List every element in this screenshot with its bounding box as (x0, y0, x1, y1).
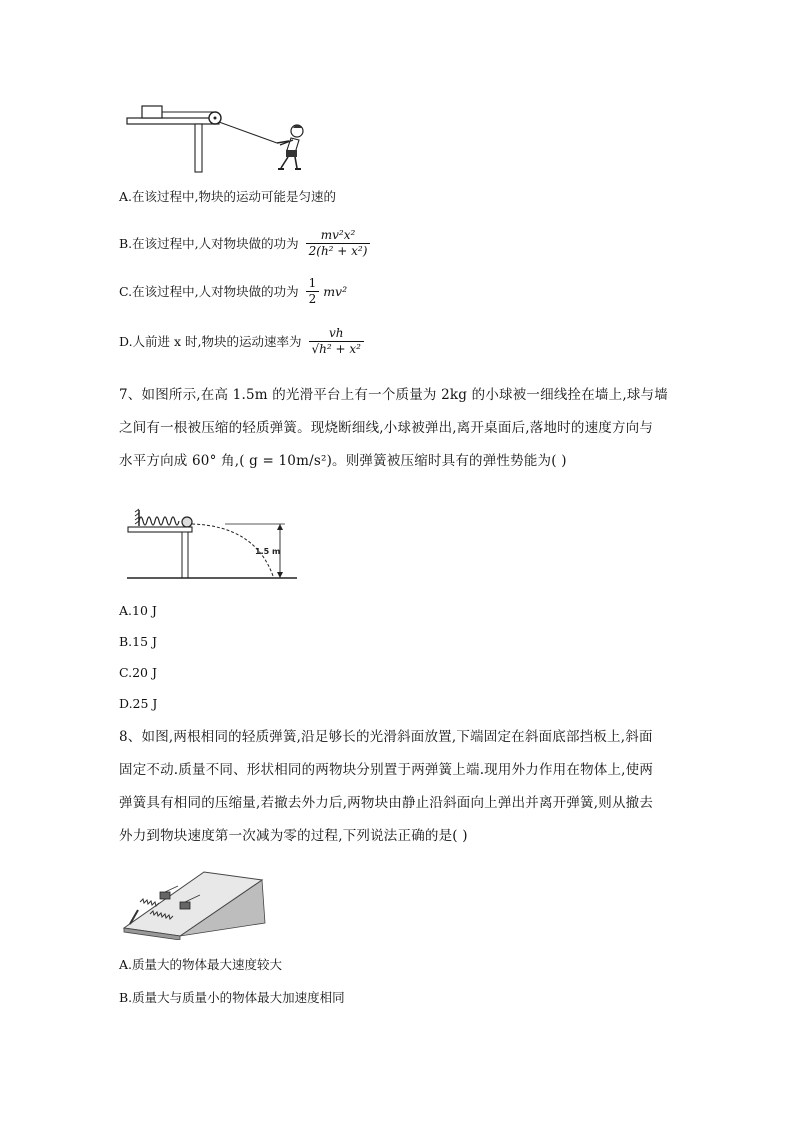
q8-question (119, 721, 679, 853)
q8-option-a: A.质量大的物体最大速度较大 (119, 957, 283, 972)
q8-option-b: B.质量大与质量小的物体最大加速度相同 (119, 990, 345, 1005)
q8-line-4: 外力到物块速度第一次减为零的过程,下列说法正确的是( ) (119, 828, 468, 844)
q6-option-a: A.在该过程中,物块的运动可能是匀速的 (119, 189, 336, 204)
q6-d-fraction: $\frac{vh}{\text{√h² + x²}}$ (309, 326, 364, 357)
height-label: 1.5 m (255, 547, 281, 556)
q8-line-2: 固定不动.质量不同、形状相同的两物块分别置于两弹簧上端.现用外力作用在物体上,使两 (119, 762, 654, 778)
q6-option-c: C.在该过程中,人对物块做的功为 $\frac{1}{2}$ mv² (119, 276, 348, 306)
incline-springs-figure (120, 868, 270, 940)
q6-c-fraction: $\frac{1}{2}$ (306, 276, 320, 307)
q7-option-d: D.25 J (119, 696, 158, 711)
q7-option-c: C.20 J (119, 665, 157, 680)
q7-option-b: B.15 J (119, 634, 158, 649)
q6-b-fraction: $\frac{\text{mv²x²}}{\text{2(h² + x²)}}$ (306, 228, 371, 259)
q7-question (119, 379, 679, 478)
pulley-figure (125, 98, 325, 178)
q8-line-3: 弹簧具有相同的压缩量,若撤去外力后,两物块由静止沿斜面向上弹出并离开弹簧,则从撤去 (119, 795, 654, 811)
q7-line-1: 7、如图所示,在高 1.5m 的光滑平台上有一个质量为 2kg 的小球被一细线拴在墙上,球与墙 (119, 387, 668, 403)
q6-option-b: B.在该过程中,人对物块做的功为 $\frac{\text{mv²x²}}{\text{2(h² + x²)}}$ (119, 228, 370, 259)
q7-option-a: A.10 J (119, 603, 157, 618)
q8-line-1: 8、如图,两根相同的轻质弹簧,沿足够长的光滑斜面放置,下端固定在斜面底部挡板上,斜面 (119, 729, 653, 745)
q6-option-d: D.人前进 x 时,物块的运动速率为 $\frac{vh}{\text{√h² + x²}}$ (119, 326, 364, 357)
q7-line-2: 之间有一根被压缩的轻质弹簧。现烧断细线,小球被弹出,离开桌面后,落地时的速度方向与 (119, 420, 654, 436)
spring-table-figure (125, 506, 300, 584)
q7-line-3: 水平方向成 60° 角,( g = 10m/s²)。则弹簧被压缩时具有的弹性势能为( ) (119, 453, 567, 469)
